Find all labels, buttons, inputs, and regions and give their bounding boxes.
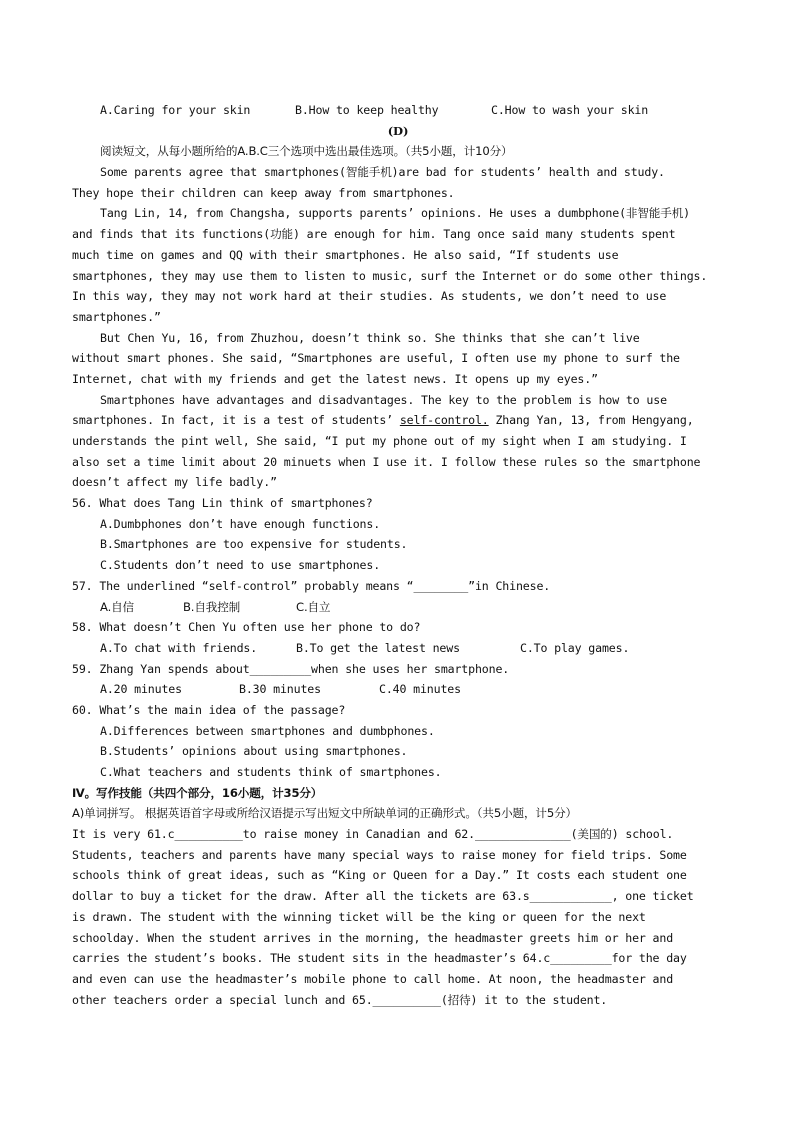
- option-a: A.20 minutes: [100, 682, 182, 697]
- underlined-self-control: self-control.: [399, 413, 489, 428]
- question-stem: 57. The underlined “self-control” probably means “________”in Chinese.: [72, 578, 551, 593]
- passage-line: It is very 61.c__________to raise money in Canadian and 62.______________(美国的) school.: [72, 827, 674, 842]
- passage-line: In this way, they may not work hard at their studies. As students, we don’t need to use: [72, 289, 667, 304]
- passage-line: smartphones, they may use them to listen to music, surf the Internet or do some other things.: [72, 268, 708, 283]
- question-58: [72, 617, 724, 658]
- option-c: C.40 minutes: [379, 682, 461, 697]
- passage-line: much time on games and QQ with their smartphones. He also said, “If students use: [72, 247, 619, 262]
- passage-line: doesn’t affect my life badly.”: [72, 475, 277, 490]
- option-c: C.How to wash your skin: [491, 103, 649, 117]
- passage-line: without smart phones. She said, “Smartphones are useful, I often use my phone to surf the: [72, 351, 680, 366]
- passage-line: Students, teachers and parents have many special ways to raise money for field trips. Some: [72, 847, 687, 862]
- passage-line: understands the pint well, She said, “I put my phone out of my sight when I am studying. I: [72, 434, 687, 448]
- passage-line: also set a time limit about 20 minuets when I use it. I follow these rules so the smartphone: [72, 454, 701, 469]
- passage-text: Zhang Yan, 13, from Hengyang,: [488, 413, 694, 428]
- question-stem: 58. What doesn’t Chen Yu often use her phone to do?: [72, 620, 421, 635]
- question-stem: 56. What does Tang Lin think of smartphones?: [72, 496, 373, 511]
- option-b: B.Smartphones are too expensive for students.: [100, 537, 408, 552]
- option-c: C.What teachers and students think of smartphones.: [100, 765, 442, 779]
- question-59: [72, 659, 724, 700]
- options-row: [72, 679, 724, 700]
- passage-line: is drawn. The student with the winning ticket will be the king or queen for the next: [72, 909, 646, 924]
- question-stem: 60. What’s the main idea of the passage?: [72, 702, 346, 717]
- passage-line: They hope their children can keep away from smartphones.: [72, 185, 455, 200]
- passage-line: Internet, chat with my friends and get the latest news. It opens up my eyes.”: [72, 371, 598, 386]
- passage-line: smartphones.”: [72, 309, 161, 324]
- option-a: A.Caring for your skin: [100, 103, 251, 117]
- passage-line: schools think of great ideas, such as “King or Queen for a Day.” It costs each student one: [72, 868, 687, 883]
- passage-line: dollar to buy a ticket for the draw. After all the tickets are 63.s____________, one ticket: [72, 889, 694, 904]
- question-60: [72, 700, 724, 783]
- question-stem: 59. Zhang Yan spends about_________when she uses her smartphone.: [72, 661, 510, 676]
- option-b: B.Students’ opinions about using smartphones.: [100, 744, 408, 759]
- option-a: A.自信: [100, 599, 135, 614]
- option-a: A.Dumbphones don’t have enough functions.: [100, 516, 381, 531]
- reading-passage: [72, 162, 724, 493]
- passage-line: carries the student’s books. THe student sits in the headmaster’s 64.c_________for the day: [72, 951, 687, 966]
- passage-line: Tang Lin, 14, from Changsha, supports parents’ opinions. He uses a dumbphone(非智能手机): [100, 206, 690, 221]
- option-b: B.30 minutes: [239, 682, 321, 697]
- passage-line: [72, 410, 724, 431]
- passage-line: schoolday. When the student arrives in the morning, the headmaster greets him or her and: [72, 930, 674, 945]
- section-d-instruction: 阅读短文，从每小题所给的A.B.C三个选项中选出最佳选项。（共5小题，计10分）: [100, 144, 513, 159]
- option-c: C.自立: [296, 599, 331, 614]
- option-a: A.To chat with friends.: [100, 640, 258, 655]
- question-56: [72, 493, 724, 576]
- exam-page: [72, 100, 724, 1010]
- option-a: A.Differences between smartphones and dumbphones.: [100, 723, 435, 738]
- passage-line: other teachers order a special lunch and 65.__________(招待) it to the student.: [72, 992, 608, 1007]
- passage-line: Smartphones have advantages and disadvantages. The key to the problem is how to use: [100, 392, 667, 407]
- option-c: C.To play games.: [520, 640, 630, 655]
- option-b: B.To get the latest news: [296, 640, 460, 655]
- option-c: C.Students don’t need to use smartphones.: [100, 558, 381, 573]
- options-row: [72, 638, 724, 659]
- section-iv-title: Ⅳ。写作技能（共四个部分，16小题，计35分）: [72, 785, 323, 800]
- option-b: B.How to keep healthy: [295, 103, 439, 117]
- spelling-passage: [72, 824, 724, 1010]
- passage-line: and finds that its functions(功能) are enough for him. Tang once said many students spent: [72, 227, 676, 242]
- passage-line: and even can use the headmaster’s mobile phone to call home. At noon, the headmaster and: [72, 971, 674, 986]
- passage-line: Some parents agree that smartphones(智能手机)are bad for students’ health and study.: [100, 165, 665, 180]
- question-57: [72, 576, 724, 617]
- section-iv-a-instruction: A)单词拼写。 根据英语首字母或所给汉语提示写出短文中所缺单词的正确形式。（共5小题，计5分）: [72, 806, 577, 821]
- passage-line: But Chen Yu, 16, from Zhuzhou, doesn’t think so. She thinks that she can’t live: [100, 330, 640, 345]
- prev-question-options: [72, 100, 724, 121]
- option-b: B.自我控制: [183, 599, 241, 614]
- section-d-label: (D): [387, 123, 409, 138]
- passage-text: smartphones. In fact, it is a test of students’: [72, 413, 400, 428]
- options-row: [72, 597, 724, 618]
